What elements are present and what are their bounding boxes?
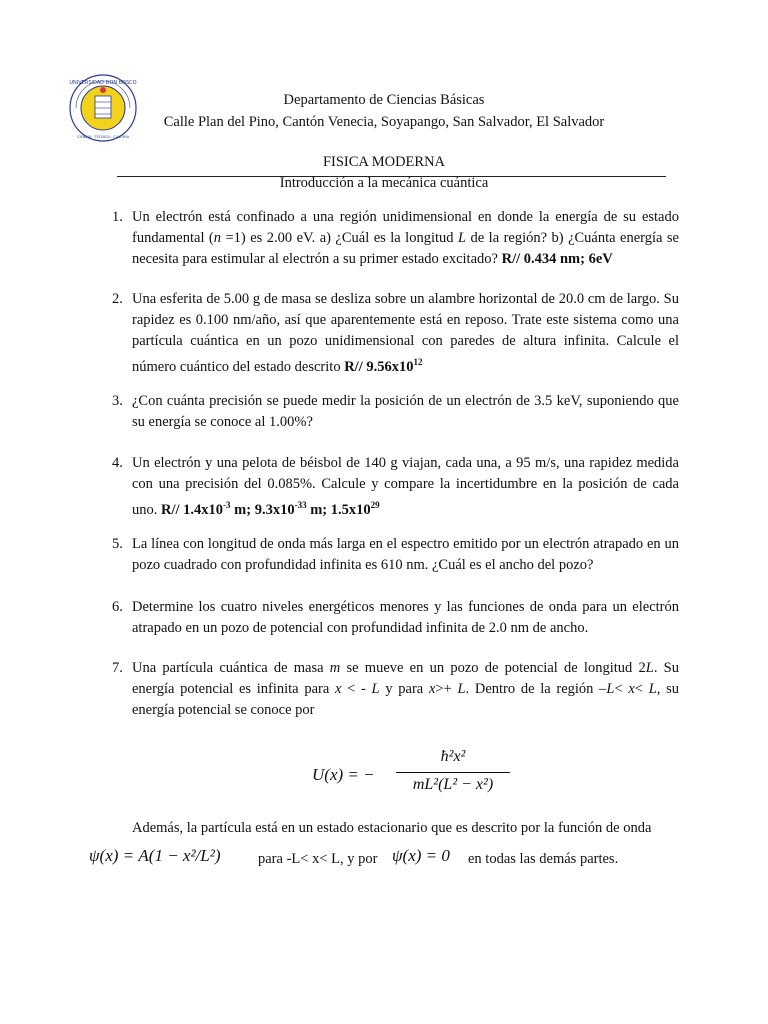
q7-text-d: < - — [341, 681, 372, 697]
q1-text-e: de la región? b) ¿Cuánta energía se necesita para estimular al electrón a su primer estado excitado? — [132, 230, 679, 267]
q7-var-L: L — [645, 660, 654, 676]
q2-answer-exp: 12 — [413, 357, 423, 367]
q5-text: La línea con longitud de onda más larga en el espectro emitido por un electrón atrapado en un pozo cuadrado con profundidad infinita es 610 nm. ¿Cuál es el ancho del pozo? — [132, 536, 679, 573]
q7-var-x: x — [334, 681, 342, 697]
question-number: 7. — [112, 660, 123, 676]
q2-answer: R// 9.56x10 — [344, 358, 414, 375]
q7-text-a: Una partícula cuántica de masa — [132, 660, 330, 676]
q4-answer-2: m; 9.3x10 — [230, 501, 295, 518]
q7-var-L: L — [606, 681, 615, 697]
q7-var-m: m — [329, 660, 341, 676]
question-number: 4. — [112, 455, 123, 471]
q4-exp-3: 29 — [370, 500, 380, 510]
equation-lhs: U(x) = − — [312, 765, 375, 784]
q7-text-g: . Dentro de la región – — [465, 681, 607, 697]
question-7 — [112, 658, 679, 721]
wavefunction-1: ψ(x) = A(1 − x²/L²) — [89, 846, 221, 865]
closing-para: para -L< x< L, y por — [258, 851, 378, 867]
closing-text: Además, la partícula está en un estado estacionario que es descrito por la función de onda — [132, 820, 652, 836]
q4-exp-2: -33 — [294, 500, 307, 510]
q1-answer: R// 0.434 nm; 6eV — [501, 251, 613, 267]
q7-text-e: y para — [379, 681, 429, 697]
q2-text: Una esferita de 5.00 g de masa se desliza sobre un alambre horizontal de 20.0 cm de largo. Su rapidez es 0.100 nm/año, así que aparentemente está en reposo. Trate este sistema como una partícula cuántica en un pozo unidimensional con paredes de altura infinita. Calcule el número cuántico del estado descrito — [132, 291, 679, 375]
logo-text-bottom: CIENCIA · TECNICA · CULTURA — [77, 135, 129, 139]
topic-title: Introducción a la mecánica cuántica — [279, 175, 489, 191]
question-1 — [112, 207, 679, 270]
closing-rest: en todas las demás partes. — [468, 851, 619, 867]
department-name: Departamento de Ciencias Básicas — [283, 92, 485, 108]
q4-text: Un electrón y una pelota de béisbol de 140 g viajan, cada una, a 95 m/s, una rapidez medida con una precisión del 0.085%. Calcule y compare la incertidumbre en la posición de cada uno. — [132, 455, 679, 518]
question-number: 6. — [112, 599, 123, 615]
address: Calle Plan del Pino, Cantón Venecia, Soyapango, San Salvador, El Salvador — [163, 114, 605, 130]
q7-text-i: < — [634, 681, 649, 697]
q4-answer-3: m; 1.5x10 — [306, 501, 371, 518]
q7-var-x: x — [428, 681, 436, 697]
q4-exp-1: -3 — [223, 500, 231, 510]
q1-var-n: n — [213, 230, 222, 246]
q4-answer-1: R// 1.4x10 — [161, 501, 224, 518]
wavefunction-2: ψ(x) = 0 — [392, 846, 450, 865]
q7-var-L: L — [457, 681, 466, 697]
question-5 — [112, 534, 679, 576]
question-number: 3. — [112, 393, 123, 409]
question-number: 1. — [112, 209, 123, 225]
question-6 — [112, 597, 679, 639]
q1-var-L: L — [457, 230, 467, 246]
q7-text-b: se mueve en un pozo de potencial de longitud 2 — [340, 660, 646, 676]
potential-equation — [312, 748, 512, 804]
question-number: 2. — [112, 291, 123, 307]
q7-var-x: x — [628, 681, 635, 697]
q7-var-L: L — [371, 681, 380, 697]
question-4 — [112, 453, 679, 521]
logo-text-top: UNIVERSIDAD DON BOSCO — [69, 80, 137, 86]
q7-text-h: < — [614, 681, 629, 697]
fraction-bar — [396, 772, 510, 773]
q7-text-c: . Su energía potencial es infinita para — [132, 660, 679, 697]
q7-text-j: , su energía potencial se conoce por — [132, 681, 679, 718]
q1-text-c: =1) es 2.00 eV. a) ¿Cuál es la longitud — [221, 230, 458, 246]
question-number: 5. — [112, 536, 123, 552]
q7-text-f: >+ — [435, 681, 458, 697]
question-2 — [112, 289, 679, 378]
equation-numerator: ħ²x² — [440, 748, 466, 765]
equation-denominator: mL²(L² − x²) — [412, 776, 494, 793]
course-title: FISICA MODERNA — [322, 154, 446, 170]
question-3 — [112, 391, 679, 433]
q3-text: ¿Con cuánta precisión se puede medir la posición de un electrón de 3.5 keV, suponiendo que su energía se conoce al 1.00%? — [132, 393, 679, 430]
q7-var-L: L — [648, 681, 657, 697]
q1-text-a: Un electrón está confinado a una región unidimensional en donde la energía de su estado fundamental ( — [132, 209, 679, 246]
q6-text: Determine los cuatro niveles energéticos menores y las funciones de onda para un electrón atrapado en un pozo de potencial con profundidad infinita de 2.0 nm de ancho. — [132, 599, 679, 636]
